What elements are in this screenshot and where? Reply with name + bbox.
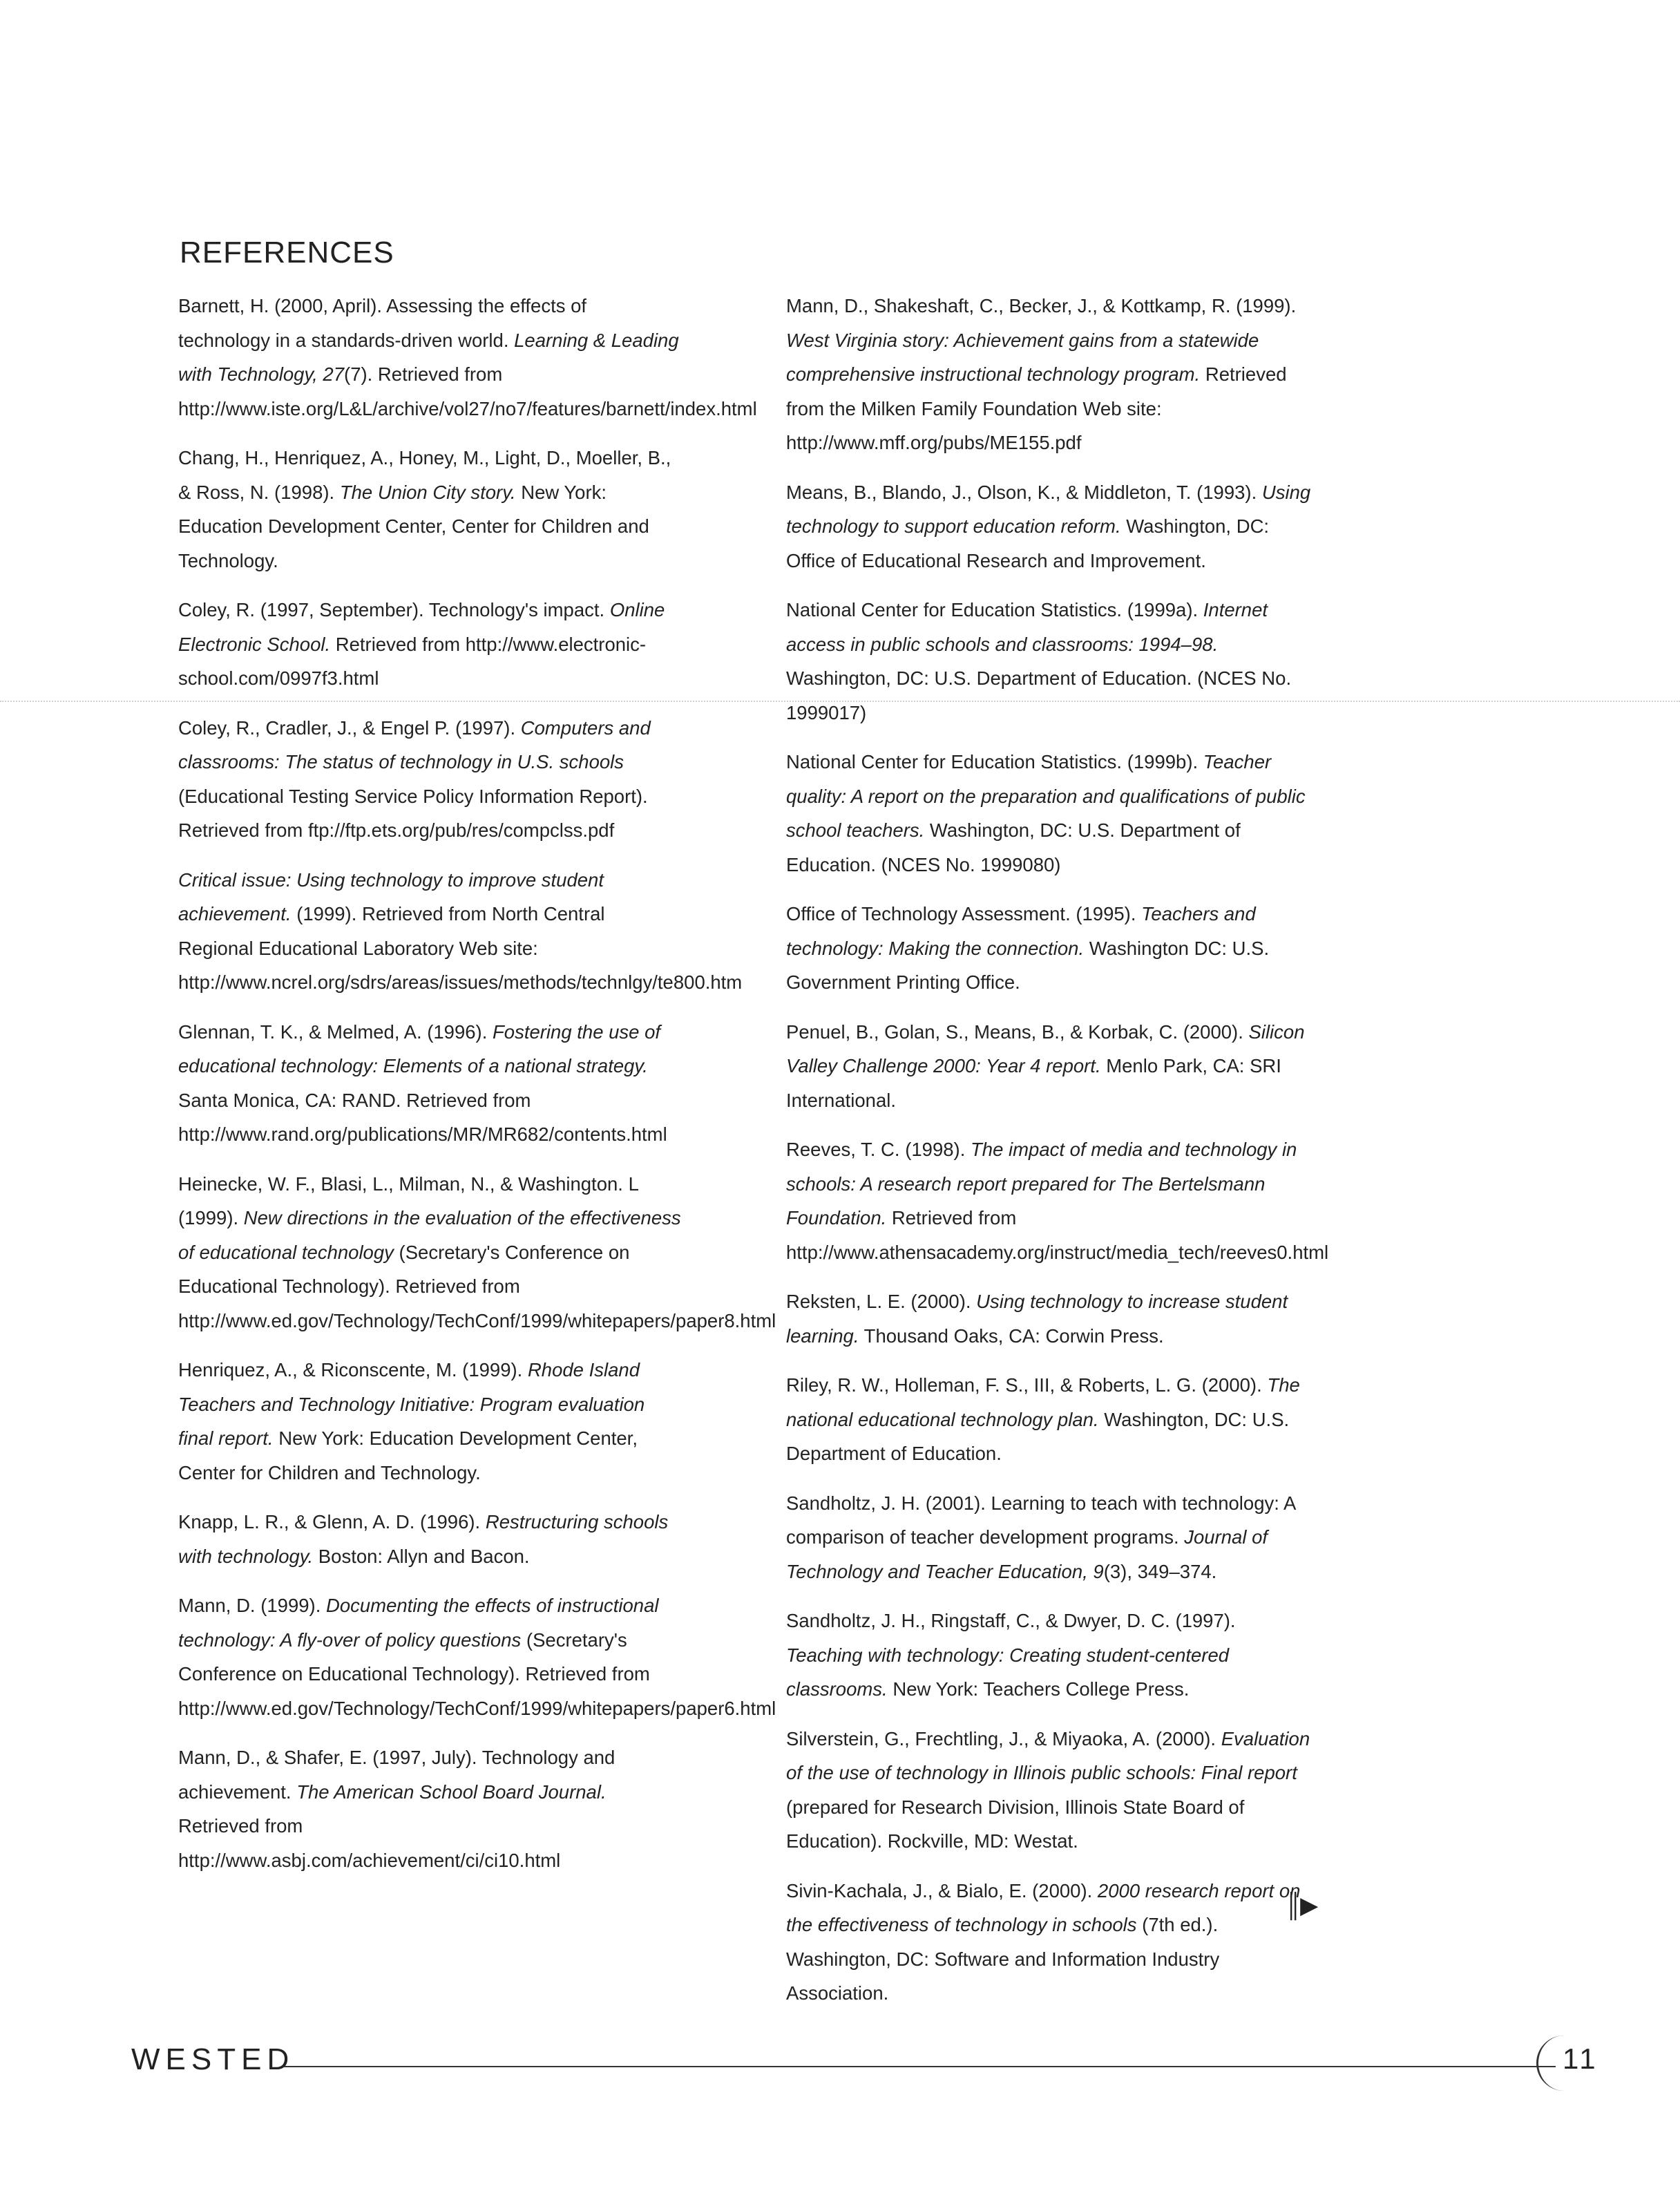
footer-brand: WESTED <box>131 2042 295 2076</box>
reference-title: Online Electronic School. <box>178 599 665 655</box>
reference-title: Using technology to support education reform. <box>786 481 1311 537</box>
reference-title: Critical issue: Using technology to improve student achievement. <box>178 869 604 924</box>
reference-post: Washington, DC: Office of Educational Research and Improvement. <box>786 515 1270 571</box>
reference-title: Internet access in public schools and classrooms: 1994–98. <box>786 599 1268 655</box>
reference-entry <box>786 1284 1311 1353</box>
reference-post: Menlo Park, CA: SRI International. <box>786 1055 1281 1111</box>
reference-pre: Riley, R. W., Holleman, F. S., III, & Roberts, L. G. (2000). <box>786 1374 1268 1396</box>
reference-post: Boston: Allyn and Bacon. <box>313 1545 530 1567</box>
references-left-column <box>178 289 776 1892</box>
reference-pre: Glennan, T. K., & Melmed, A. (1996). <box>178 1021 493 1043</box>
reference-pre: Silverstein, G., Frechtling, J., & Miyaoka, A. (2000). <box>786 1727 1221 1749</box>
reference-pre: Penuel, B., Golan, S., Means, B., & Korbak, C. (2000). <box>786 1021 1249 1043</box>
reference-entry <box>786 593 1311 730</box>
reference-entry <box>786 289 1311 460</box>
reference-pre: National Center for Education Statistics. (1999a). <box>786 599 1203 620</box>
reference-pre: Knapp, L. R., & Glenn, A. D. (1996). <box>178 1511 486 1532</box>
reference-post: New York: Education Development Center, Center for Children and Technology. <box>178 1427 638 1483</box>
reference-pre: Mann, D., Shakeshaft, C., Becker, J., & Kottkamp, R. (1999). <box>786 295 1297 316</box>
reference-entry <box>178 1015 681 1152</box>
reference-pre: Henriquez, A., & Riconscente, M. (1999). <box>178 1359 528 1380</box>
reference-pre: Chang, H., Henriquez, A., Honey, M., Light, D., Moeller, B., & Ross, N. (1998). <box>178 447 671 503</box>
reference-post: (3), 349–374. <box>1103 1560 1217 1582</box>
page-number: 11 <box>1563 2042 1598 2075</box>
reference-pre: Mann, D., & Shafer, E. (1997, July). Technology and achievement. <box>178 1747 615 1803</box>
reference-title: New directions in the evaluation of the effectiveness of educational technology <box>178 1207 681 1263</box>
reference-title: West Virginia story: Achievement gains from a statewide comprehensive instructional technology program. <box>786 329 1259 385</box>
reference-entry <box>178 1505 681 1573</box>
reference-entry <box>786 1132 1329 1269</box>
reference-entry <box>786 745 1311 882</box>
reference-title: Evaluation of the use of technology in Illinois public schools: Final report <box>786 1727 1310 1783</box>
reference-post: New York: Education Development Center, Center for Children and Technology. <box>178 481 649 571</box>
reference-title: Documenting the effects of instructional technology: A fly-over of policy questions <box>178 1595 659 1651</box>
reference-pre: Heinecke, W. F., Blasi, L., Milman, N., & Washington. L (1999). <box>178 1173 638 1228</box>
footer-rule <box>283 2066 1556 2067</box>
reference-title: The Union City story. <box>339 481 516 503</box>
reference-entry <box>178 1588 776 1725</box>
reference-post: Washington, DC: U.S. Department of Education. (NCES No. 1999080) <box>786 819 1241 875</box>
reference-entry <box>786 1722 1311 1859</box>
reference-pre: Office of Technology Assessment. (1995). <box>786 903 1142 924</box>
references-right-column <box>786 289 1329 2026</box>
page-title: REFERENCES <box>180 236 394 270</box>
reference-entry <box>178 1740 681 1877</box>
reference-entry <box>178 441 681 578</box>
reference-post: (1999). Retrieved from North Central Regional Educational Laboratory Web site: http://www.ncrel.org/sdrs/areas/issues/methods/technlgy/te800.htm <box>178 903 743 993</box>
reference-pre: Sandholtz, J. H., Ringstaff, C., & Dwyer, D. C. (1997). <box>786 1610 1236 1631</box>
reference-pre: Mann, D. (1999). <box>178 1595 326 1616</box>
reference-title: Silicon Valley Challenge 2000: Year 4 report. <box>786 1021 1305 1076</box>
reference-pre: Sivin-Kachala, J., & Bialo, E. (2000). <box>786 1879 1098 1901</box>
reference-entry <box>786 475 1311 578</box>
reference-title: Teachers and technology: Making the connection. <box>786 903 1256 959</box>
reference-post: (Educational Testing Service Policy Information Report). Retrieved from ftp://ftp.ets.org/pub/res/compclss.pdf <box>178 785 648 841</box>
reference-entry <box>786 1368 1311 1471</box>
reference-pre: Barnett, H. (2000, April). Assessing the effects of technology in a standards-driven world. <box>178 295 587 351</box>
reference-entry <box>786 1604 1311 1707</box>
reference-entry <box>786 1486 1311 1589</box>
reference-title: 2000 research report on the effectiveness of technology in schools <box>786 1879 1301 1935</box>
reference-title: Teacher quality: A report on the preparation and qualifications of public school teachers. <box>786 751 1306 841</box>
reference-title: Journal of Technology and Teacher Education, 9 <box>786 1526 1268 1582</box>
reference-title: Fostering the use of educational technology: Elements of a national strategy. <box>178 1021 661 1076</box>
reference-entry <box>178 289 757 426</box>
reference-post: Retrieved from the Milken Family Foundation Web site: http://www.mff.org/pubs/ME155.pdf <box>786 363 1287 453</box>
reference-post: (7th ed.). Washington, DC: Software and Information Industry Association. <box>786 1914 1220 2004</box>
reference-title: Rhode Island Teachers and Technology Initiative: Program evaluation final report. <box>178 1359 645 1449</box>
reference-title: The American School Board Journal. <box>296 1781 607 1803</box>
reference-entry <box>786 897 1311 1000</box>
reference-pre: Coley, R., Cradler, J., & Engel P. (1997). <box>178 717 521 739</box>
reference-title: Restructuring schools with technology. <box>178 1511 669 1567</box>
reference-title: Using technology to increase student learning. <box>786 1291 1288 1347</box>
reference-title: Learning & Leading with Technology, 27 <box>178 329 679 385</box>
reference-entry <box>178 593 681 696</box>
reference-post: (Secretary's Conference on Educational Technology). Retrieved from http://www.ed.gov/Technology/TechConf/1999/whitepapers/paper8.html <box>178 1241 776 1331</box>
reference-pre: National Center for Education Statistics. (1999b). <box>786 751 1203 772</box>
reference-post: Retrieved from http://www.asbj.com/achievement/ci/ci10.html <box>178 1815 561 1871</box>
continue-arrow-icon: ║▶ <box>1285 1892 1317 1919</box>
reference-pre: Means, B., Blando, J., Olson, K., & Middleton, T. (1993). <box>786 481 1262 503</box>
reference-entry <box>178 711 681 848</box>
reference-post: Washington DC: U.S. Government Printing Office. <box>786 937 1270 993</box>
reference-title: Teaching with technology: Creating student-centered classrooms. <box>786 1644 1230 1700</box>
reference-entry <box>786 1015 1311 1118</box>
reference-post: Retrieved from http://www.electronic-school.com/0997f3.html <box>178 633 647 689</box>
reference-title: Computers and classrooms: The status of technology in U.S. schools <box>178 717 651 772</box>
reference-post: New York: Teachers College Press. <box>887 1678 1190 1700</box>
reference-title: The impact of media and technology in schools: A research report prepared for The Bertelsmann Foundation. <box>786 1139 1297 1228</box>
reference-post: (prepared for Research Division, Illinois State Board of Education). Rockville, MD: Westat. <box>786 1796 1245 1852</box>
reference-entry <box>178 863 743 1000</box>
reference-entry <box>178 1353 681 1490</box>
reference-entry <box>178 1167 776 1338</box>
reference-pre: Coley, R. (1997, September). Technology's impact. <box>178 599 610 620</box>
reference-pre: Reeves, T. C. (1998). <box>786 1139 971 1160</box>
reference-post: Thousand Oaks, CA: Corwin Press. <box>859 1325 1164 1347</box>
reference-post: Washington, DC: U.S. Department of Education. (NCES No. 1999017) <box>786 667 1292 723</box>
reference-pre: Sandholtz, J. H. (2001). Learning to teach with technology: A comparison of teacher development programs. <box>786 1492 1295 1548</box>
reference-post: (7). Retrieved from http://www.iste.org/L&L/archive/vol27/no7/features/barnett/index.html <box>178 363 757 419</box>
reference-post: Washington, DC: U.S. Department of Education. <box>786 1408 1290 1464</box>
reference-title: The national educational technology plan. <box>786 1374 1300 1430</box>
reference-post: Santa Monica, CA: RAND. Retrieved from http://www.rand.org/publications/MR/MR682/contents.html <box>178 1089 667 1145</box>
reference-entry <box>786 1874 1311 2011</box>
reference-post: Retrieved from http://www.athensacademy.org/instruct/media_tech/reeves0.html <box>786 1207 1329 1263</box>
reference-pre: Reksten, L. E. (2000). <box>786 1291 977 1312</box>
reference-post: (Secretary's Conference on Educational Technology). Retrieved from http://www.ed.gov/Technology/TechConf/1999/whitepapers/paper6.html <box>178 1629 776 1719</box>
